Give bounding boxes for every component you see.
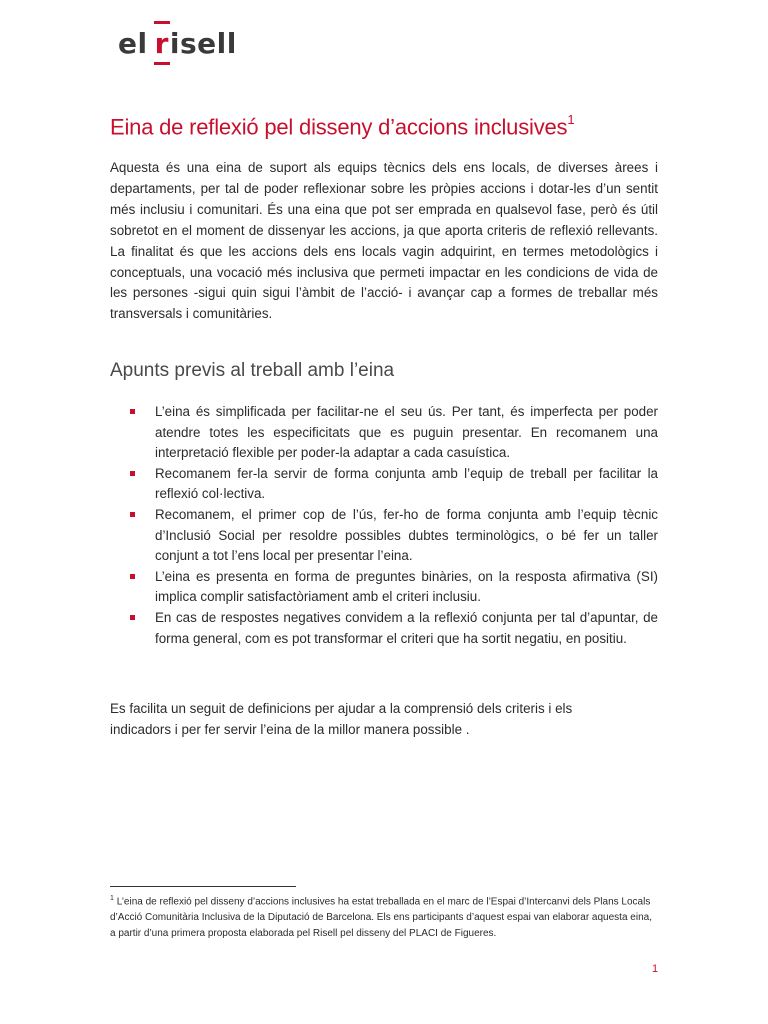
logo-text-left: el bbox=[118, 27, 148, 60]
footnote-mark: 1 bbox=[110, 895, 114, 902]
bullet-list bbox=[130, 402, 658, 649]
page-number: 1 bbox=[652, 963, 659, 975]
list-item-text: L’eina és simplificada per facilitar-ne el seu ús. Per tant, és imperfecta per poder atendre totes les especificitats que es puguin presentar. En recomanem una interpretació flexible per poder-la adaptar a cada casuística. bbox=[155, 404, 658, 461]
footnote-divider bbox=[110, 886, 296, 887]
list-item bbox=[130, 402, 658, 464]
footnote bbox=[110, 891, 658, 942]
list-item bbox=[130, 608, 658, 649]
list-item-text: L’eina es presenta en forma de preguntes binàries, on la resposta afirmativa (SI) implica complir satisfactòriament amb el criteri inclusiu. bbox=[155, 568, 658, 605]
list-item bbox=[130, 505, 658, 567]
page-title bbox=[110, 114, 574, 140]
title-footnote-ref[interactable]: 1 bbox=[567, 112, 575, 127]
section-heading: Apunts previs al treball amb l’eina bbox=[110, 360, 395, 381]
title-text: Eina de reflexió pel disseny d’accions inclusives bbox=[110, 114, 568, 140]
square-bullet-icon bbox=[130, 471, 135, 476]
brand-logo bbox=[118, 20, 237, 60]
square-bullet-icon bbox=[130, 409, 135, 414]
intro-paragraph: Aquesta és una eina de suport als equips tècnics dels ens locals, de diverses àrees i departaments, per tal de poder reflexionar sobre les pròpies accions i dotar-les d’un sentit més inclusiu i comunitari. És una eina que pot ser emprada en qualsevol fase, però és útil sobretot en el moment de dissenyar les accions, ja que aporta criteris de reflexió rellevants. La finalitat és que les accions dels ens locals vagin adquirint, en termes metodològics i conceptuals, una vocació més inclusiva que permeti impactar en les condicions de vida de les persones -sigui quin sigui l’àmbit de l’acció- i avançar cap a formes de treballar més transversals i comunitàries. bbox=[110, 160, 658, 322]
list-item-text: Recomanem, el primer cop de l’ús, fer-ho de forma conjunta amb l’equip tècnic d’Inclusió Social per resoldre possibles dubtes terminològics, o bé fer un taller conjunt a tot l’ens local per presentar l’eina. bbox=[155, 506, 658, 564]
footnote-text: L’eina de reflexió pel disseny d’accions inclusives ha estat treballada en el marc de l’Espai d’Intercanvi dels Plans Locals d’Acció Comunitària Inclusiva de la Diputació de Barcelona. Els ens participants d’aquest espai van elaborar aquesta eina, a partir d’una primera proposta elaborada pel Risell pel disseny del PLACI de Figueres. bbox=[110, 896, 652, 939]
square-bullet-icon bbox=[130, 615, 135, 620]
closing-paragraph: Es facilita un seguit de definicions per ajudar a la comprensió dels criteris i els indicadors i per fer servir l’eina de la millor manera possible . bbox=[110, 701, 573, 737]
list-item bbox=[130, 464, 658, 505]
square-bullet-icon bbox=[130, 574, 135, 579]
list-item-text: En cas de respostes negatives convidem a la reflexió conjunta per tal d’apuntar, de forma general, com es pot transformar el criteri que ha sortit negatiu, en positiu. bbox=[155, 609, 658, 646]
logo-text-r: r bbox=[154, 27, 169, 60]
logo-text-right: isell bbox=[169, 27, 237, 60]
list-item-text: Recomanem fer-la servir de forma conjunta amb l’equip de treball per facilitar la reflexió col·lectiva. bbox=[155, 465, 658, 502]
square-bullet-icon bbox=[130, 512, 135, 517]
list-item bbox=[130, 567, 658, 608]
